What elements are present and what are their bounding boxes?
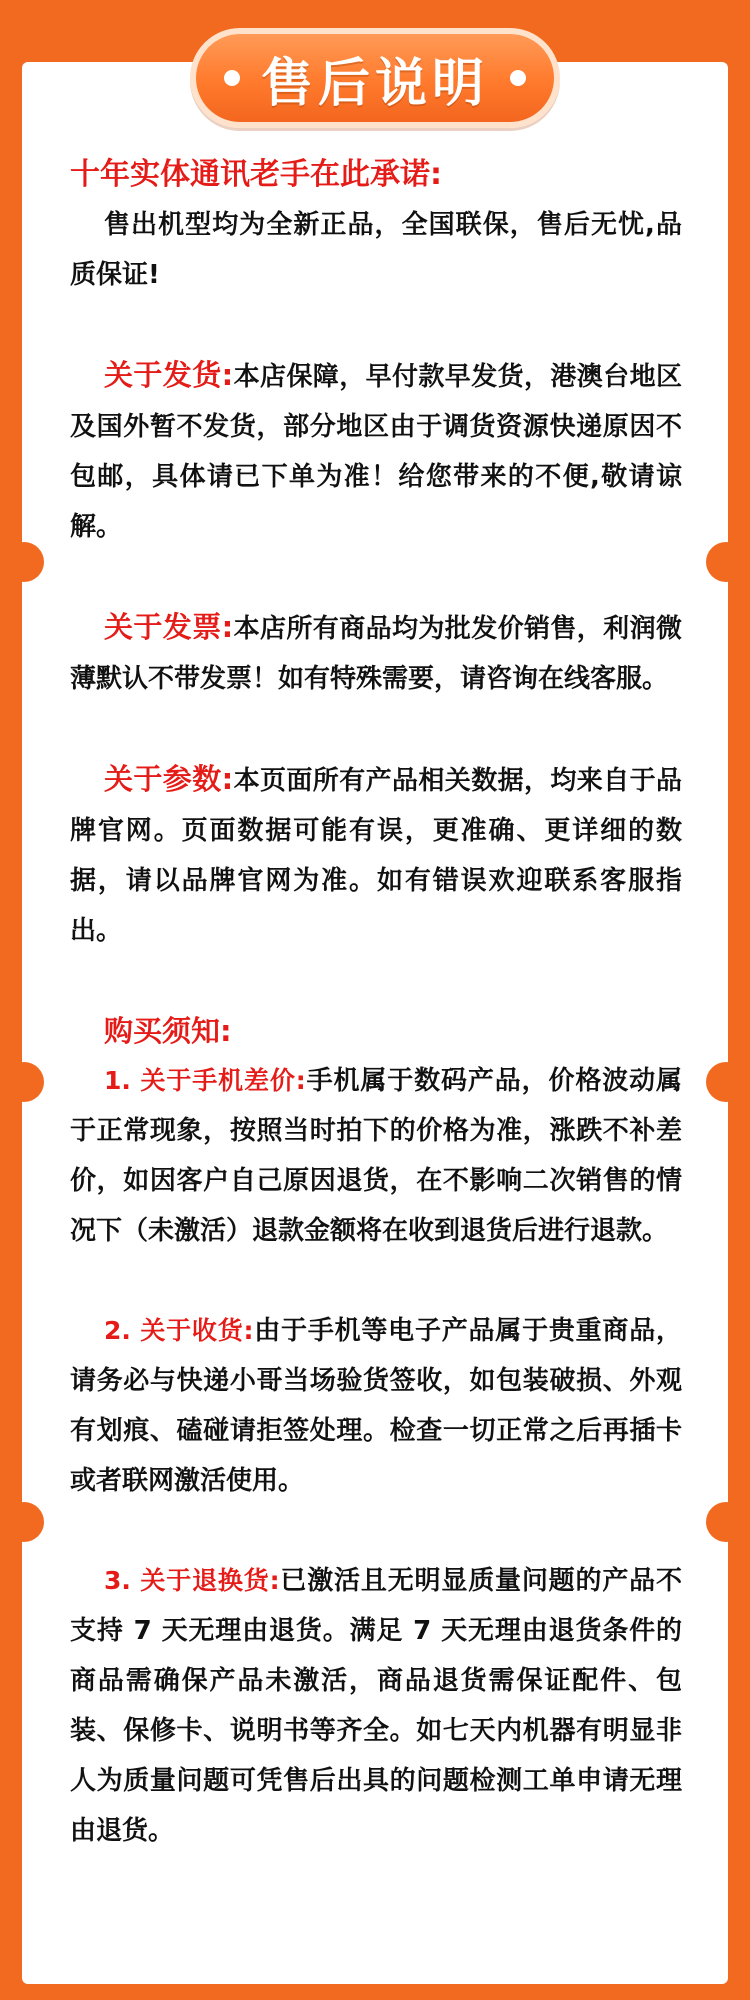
purchase-item (70, 1306, 682, 1506)
params-title: 关于参数: (104, 762, 234, 796)
receiving-title: 2. 关于收货: (104, 1316, 254, 1345)
shipping-title: 关于发货: (104, 358, 234, 392)
invoice-section (70, 602, 682, 704)
price-diff-title: 1. 关于手机差价: (104, 1066, 306, 1095)
page-title: 售后说明 (260, 53, 489, 114)
price-diff-text: 手机属于数码产品，价格波动属于正常现象，按照当时拍下的价格为准，涨跌不补差价，如因客户自己原因退货，在不影响二次销售的情况下（未激活）退款金额将在收到退货后进行退款。 (70, 1066, 682, 1246)
purchase-item (70, 1056, 682, 1256)
intro-title: 十年实体通讯老手在此承诺: (70, 157, 442, 192)
card-notch (4, 1062, 44, 1102)
card-notch (4, 1502, 44, 1542)
card-notch (4, 542, 44, 582)
purchase-title: 购买须知: (104, 1014, 232, 1048)
card-notch (706, 542, 746, 582)
banner-dot-icon (510, 70, 526, 86)
receiving-text: 由于手机等电子产品属于贵重商品，请务必与快递小哥当场验货签收，如包装破损、外观有划痕、磕碰请拒签处理。检查一切正常之后再插卡或者联网激活使用。 (70, 1316, 682, 1496)
title-banner (190, 28, 560, 128)
notice-content (70, 150, 682, 1856)
invoice-text: 本店所有商品均为批发价销售，利润微薄默认不带发票！如有特殊需要，请咨询在线客服。 (70, 614, 682, 694)
card-notch (706, 1502, 746, 1542)
purchase-item (70, 1556, 682, 1856)
shipping-section (70, 350, 682, 552)
banner-dot-icon (224, 70, 240, 86)
shipping-text: 本店保障，早付款早发货，港澳台地区及国外暂不发货，部分地区由于调货资源快递原因不包邮，具体请已下单为准！给您带来的不便,敬请谅解。 (70, 362, 682, 542)
params-section (70, 754, 682, 956)
params-text: 本页面所有产品相关数据，均来自于品牌官网。页面数据可能有误，更准确、更详细的数据，请以品牌官网为准。如有错误欢迎联系客服指出。 (70, 766, 682, 946)
invoice-title: 关于发票: (104, 610, 234, 644)
returns-text: 已激活且无明显质量问题的产品不支持 7 天无理由退货。满足 7 天无理由退货条件的商品需确保产品未激活，商品退货需保证配件、包装、保修卡、说明书等齐全。如七天内机器有明显非人为质量问题可凭售后出具的问题检测工单申请无理由退货。 (70, 1566, 682, 1846)
card-notch (706, 1062, 746, 1102)
intro-text: 售出机型均为全新正品，全国联保，售后无忧,品质保证! (70, 210, 682, 290)
returns-title: 3. 关于退换货: (104, 1566, 280, 1595)
